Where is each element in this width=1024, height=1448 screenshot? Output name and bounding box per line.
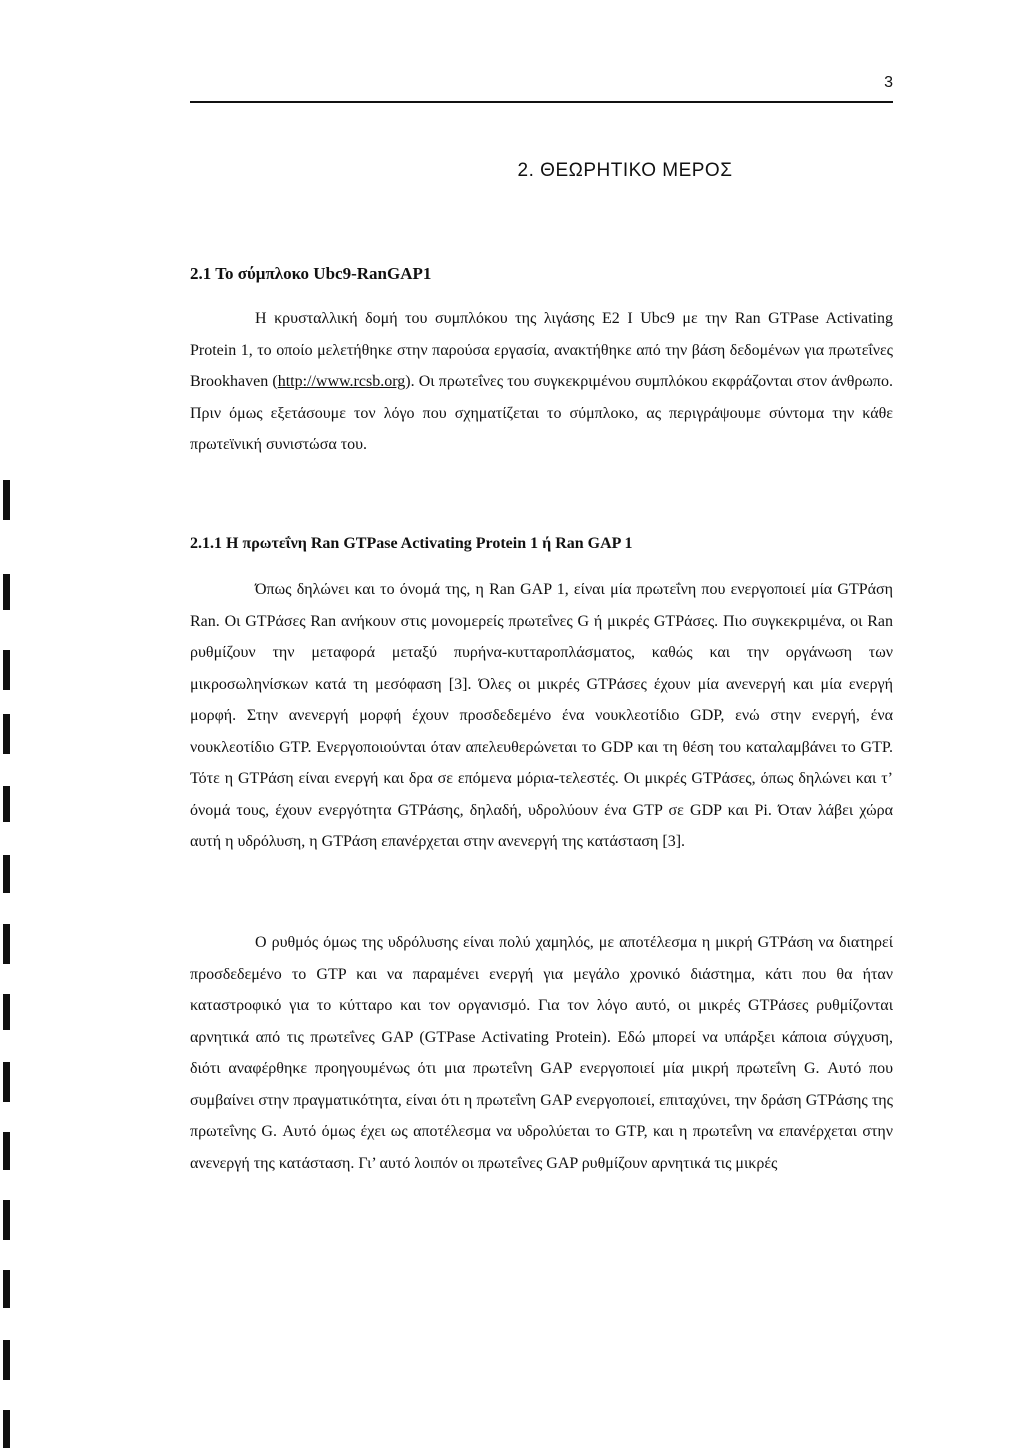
paragraph-intro bbox=[190, 303, 893, 461]
header-rule bbox=[190, 101, 893, 103]
paragraph-intro-text-start: Η κρυσταλλική δομή του συμπλόκου της λιγάσης Ε2 I Ubc9 με την Ran GTPase Activating Protein 1, το οποίο μελετήθηκε στην παρούσα εργασία, ανακτήθηκε από την βάση δεδομένων για πρωτεΐνες Brookhaven ( bbox=[190, 310, 893, 390]
page-number: 3 bbox=[884, 74, 893, 91]
subsection-heading: 2.1.1 Η πρωτεΐνη Ran GTPase Activating Protein 1 ή Ran GAP 1 bbox=[190, 535, 633, 552]
scan-edge-marks bbox=[0, 0, 20, 1448]
section-heading: 2.1 Το σύμπλοκο Ubc9-RanGAP1 bbox=[190, 264, 432, 283]
rcsb-link[interactable]: http://www.rcsb.org bbox=[277, 373, 406, 390]
chapter-title: 2. ΘΕΩΡΗΤΙΚΟ ΜΕΡΟΣ bbox=[517, 160, 733, 181]
paragraph-ran-gap: Όπως δηλώνει και το όνομά της, η Ran GAP 1, είναι μία πρωτεΐνη που ενεργοποιεί μία GTPάση Ran. Οι GTPάσες Ran ανήκουν στις μονομερείς πρωτεΐνες G ή μικρές GTPάσες. Πιο συγκεκριμένα, οι Ran ρυθμίζουν την μεταφορά μεταξύ πυρήνα-κυτταροπλάσματος, καθώς και την οργάνωση των μικροσωληνίσκων κατά τη μεσόφαση [3]. Όλες οι μικρές GTPάσες έχουν μία ανενεργή και μία ενεργή μορφή. Στην ανενεργή μορφή έχουν προσδεδεμένο ένα νουκλεοτίδιο GDP, ενώ στην ενεργή, ένα νουκλεοτίδιο GTP. Ενεργοποιούνται όταν απελευθερώνεται το GDP και τη θέση του καταλαμβάνει το GTP. Τότε η GTPάση είναι ενεργή και δρα σε επόμενα μόρια-τελεστές. Οι μικρές GTPάσες, όπως δηλώνει και τ’ όνομά τους, έχουν ενεργότητα GTPάσης, δηλαδή, υδρολύουν ένα GTP σε GDP και Pi. Όταν λάβει χώρα αυτή η υδρόλυση, η GTPάση επανέρχεται στην ανενεργή της κατάσταση [3]. bbox=[190, 581, 893, 850]
paragraph-hydrolysis: Ο ρυθμός όμως της υδρόλυσης είναι πολύ χαμηλός, με αποτέλεσμα η μικρή GTPάση να διατηρεί προσδεδεμένο το GTP και να παραμένει ενεργή για μεγάλο χρονικό διάστημα, κάτι που θα ήταν καταστροφικό για το κύτταρο και τον οργανισμό. Για τον λόγο αυτό, οι μικρές GTPάσες ρυθμίζονται αρνητικά από τις πρωτεΐνες GAP (GTPase Activating Protein). Εδώ μπορεί να υπάρξει κάποια σύγχυση, διότι αναφέρθηκε προηγουμένως ότι μια πρωτεΐνη GAP ενεργοποιεί μία μικρή πρωτεΐνη G. Αυτό που συμβαίνει στην πραγματικότητα, είναι ότι η πρωτεΐνη GAP ενεργοποιεί, επιταχύνει, την δράση GTPάσης της πρωτεΐνης G. Αυτό όμως έχει ως αποτέλεσμα να υδρολύεται το GTP, και η πρωτεΐνη να επανέρχεται στην ανενεργή της κατάσταση. Γι’ αυτό λοιπόν οι πρωτεΐνες GAP ρυθμίζουν αρνητικά τις μικρές bbox=[190, 934, 893, 1172]
paragraph-intro-text-end: ). Οι πρωτεΐνες του συγκεκριμένου συμπλόκου εκφράζονται στον άνθρωπο. Πριν όμως εξετάσουμε τον λόγο που σχηματίζεται το σύμπλοκο, ας περιγράψουμε σύντομα την κάθε πρωτεϊνική συνιστώσα του. bbox=[190, 373, 894, 453]
